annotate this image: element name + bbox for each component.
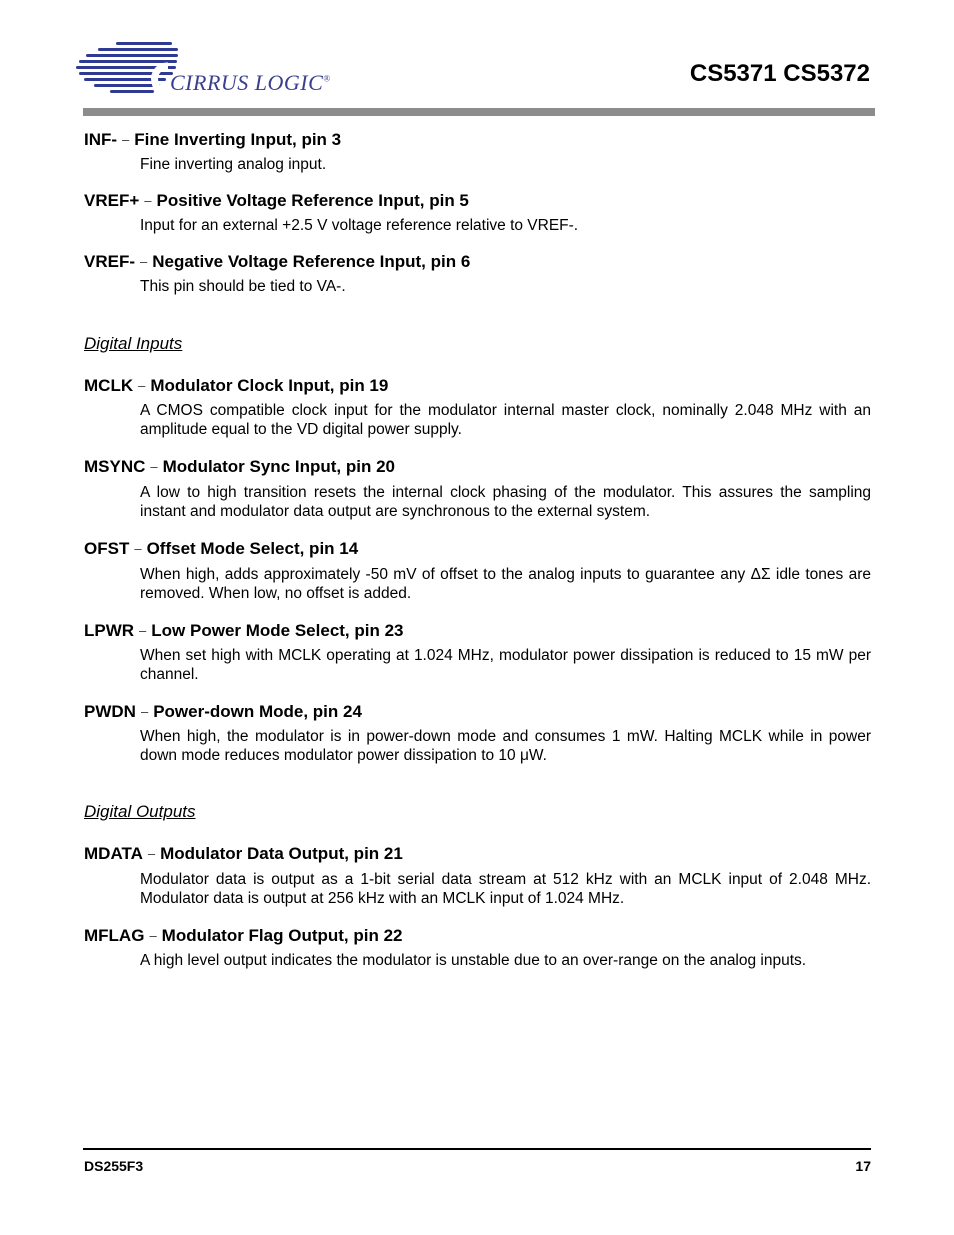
pin-description: A low to high transition resets the internal clock phasing of the modulator. This assures the sampling instant and modulator data output are synchronous to the external system. — [140, 484, 871, 520]
pin-heading: MFLAG – Modulator Flag Output, pin 22 — [84, 926, 403, 945]
pin-ofst — [84, 539, 871, 603]
pin-description: When high, adds approximately -50 mV of offset to the analog inputs to guarantee any ΔΣ idle tones are removed. When low, no offset is added. — [140, 566, 871, 602]
pin-lpwr — [84, 621, 871, 684]
pin-description: This pin should be tied to VA-. — [140, 278, 346, 295]
pin-vref-plus — [84, 191, 871, 235]
pin-heading: INF- – Fine Inverting Input, pin 3 — [84, 130, 342, 149]
pin-description: When high, the modulator is in power-down mode and consumes 1 mW. Halting MCLK while in power down mode reduces modulator power dissipation to 10 μW. — [140, 728, 871, 764]
footer-rule — [83, 1148, 871, 1150]
pin-mflag — [84, 926, 871, 970]
pin-description: When set high with MCLK operating at 1.024 MHz, modulator power dissipation is reduced to 15 mW per channel. — [140, 647, 871, 683]
header-bar — [83, 108, 875, 116]
document-id: DS255F3 — [84, 1158, 144, 1174]
page-number: 17 — [855, 1158, 871, 1174]
pin-pwdn — [84, 702, 871, 765]
section-title-digital-inputs: Digital Inputs — [84, 334, 183, 353]
pin-description: Input for an external +2.5 V voltage reference relative to VREF-. — [140, 217, 579, 234]
section-title-digital-outputs: Digital Outputs — [84, 802, 196, 821]
pin-msync — [84, 457, 871, 521]
pin-heading: MCLK – Modulator Clock Input, pin 19 — [84, 376, 389, 395]
pin-heading: OFST – Offset Mode Select, pin 14 — [84, 539, 359, 558]
logo-text: CIRRUS LOGIC® — [170, 70, 331, 95]
pin-heading: VREF+ – Positive Voltage Reference Input, pin 5 — [84, 191, 469, 210]
pin-description: A high level output indicates the modulator is unstable due to an over-range on the analog inputs. — [140, 952, 807, 969]
pin-inf — [84, 130, 871, 174]
pin-description: A CMOS compatible clock input for the modulator internal master clock, nominally 2.048 MHz with an amplitude equal to the VD digital power supply. — [140, 402, 871, 438]
pin-heading: MSYNC – Modulator Sync Input, pin 20 — [84, 457, 395, 476]
pin-mdata — [84, 844, 871, 908]
document-title: CS5371 CS5372 — [689, 60, 870, 87]
pin-description: Modulator data is output as a 1-bit serial data stream at 512 kHz with an MCLK input of 2.048 MHz. Modulator data is output at 256 kHz with an MCLK input of 1.024 MHz. — [140, 871, 871, 907]
pin-mclk — [84, 376, 871, 439]
pin-heading: PWDN – Power-down Mode, pin 24 — [84, 702, 362, 721]
pin-heading: LPWR – Low Power Mode Select, pin 23 — [84, 621, 404, 640]
pin-descriptions — [84, 130, 871, 970]
pin-description: Fine inverting analog input. — [140, 156, 327, 173]
pin-heading: VREF- – Negative Voltage Reference Input, pin 6 — [84, 252, 471, 271]
pin-vref-minus — [84, 252, 871, 296]
pin-heading: MDATA – Modulator Data Output, pin 21 — [84, 844, 403, 863]
